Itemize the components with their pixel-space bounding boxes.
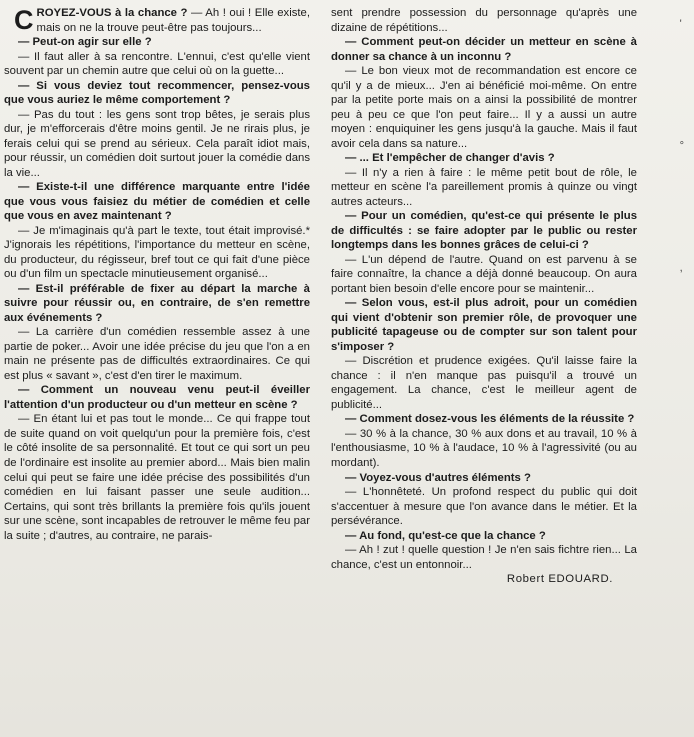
interview-answer: — Pas du tout : les gens sont trop bêtes, je serais plus dur, je m'efforcerais d'être moins gentil. Je ne rirais plus, je ferais celui qui se prend au sérieux. Cela paraît idiot mais, pour réussir, un comédien doit surtout jouer la comédie dans la vie... [4, 108, 310, 179]
interview-question: — Selon vous, est-il plus adroit, pour un comédien qui vient d'obtenir son premier rôle, de provoquer une publicité tapageuse ou de compter sur son talent pour s'imposer ? [331, 297, 637, 353]
interview-answer: — Ah ! zut ! quelle question ! Je n'en sais fichtre rien... La chance, c'est un entonnoir... [331, 544, 637, 571]
interview-question: — ... Et l'empêcher de changer d'avis ? [345, 152, 555, 165]
author-signature: Robert EDOUARD. [506, 573, 613, 586]
left-column [4, 6, 310, 543]
interview-answer: — En étant lui et pas tout le monde... Ce qui frappe tout de suite quand on voit quelqu'un pour la première fois, c'est le côté insolite de sa personnalité. Et tout ce qui sort un peu de l'ordinaire est insolite au premier abord... Mais bien malin celui qui peut se faire une idée précise des possibilités d'un comédien en lui faisant passer une seule audition... Certains, qui sont très brillants la première fois qu'ils jouent sur une scène, sont incapables de retrouver le même feu par la suite ; d'autres, au contraire, ne parais- [4, 413, 310, 542]
interview-question: — Au fond, qu'est-ce que la chance ? [345, 529, 546, 542]
interview-answer: — Ah ! oui ! Elle existe, mais on ne la trouve peut-être pas toujours... [36, 7, 310, 34]
interview-answer: — Il faut aller à sa rencontre. L'ennui, c'est qu'elle vient souvent par un chemin autre que celui où on la guette... [4, 50, 310, 78]
interview-answer: — L'un dépend de l'autre. Quand on est parvenu à se faire connaître, la chance a déjà donné beaucoup. On aura portant bien besoin d'elle encore pour se maintenir... [331, 253, 637, 295]
interview-answer: sent prendre possession du personnage qu'après une dizaine de répétitions... [331, 7, 637, 34]
interview-question: — Si vous deviez tout recommencer, pensez-vous que vous auriez le même comportement ? [4, 79, 310, 107]
right-column [331, 6, 637, 587]
margin-mark: , [679, 262, 683, 274]
interview-answer: — La carrière d'un comédien ressemble assez à une partie de poker... Avoir une idée précise du jeu que l'on a en main ne présente pas de difficultés extraordinaires. Ce qui est plus « savant », c'est d'en tirer le maximum. [4, 326, 310, 382]
interview-question: — Est-il préférable de fixer au départ la marche à suivre pour réussir ou, en contraire, de s'en remettre aux événements ? [4, 282, 310, 324]
interview-question: ROYEZ-VOUS à la chance ? [36, 7, 188, 19]
interview-answer: — 30 % à la chance, 30 % aux dons et au travail, 10 % à l'enthousiasme, 10 % à l'audace, 10 % à l'agressivité (ou au mordant). [331, 427, 637, 469]
margin-mark: ° [679, 140, 684, 152]
interview-answer: — L'honnêteté. Un profond respect du public qui doit s'accentuer à mesure que l'on avance dans le métier. Et la persévérance. [331, 486, 637, 528]
interview-answer: — Le bon vieux mot de recommandation est encore ce qu'il y a de mieux... J'en ai bénéficié moi-même. On entre par la petite porte mais on a ainsi la possibilité de montrer peu à peu ce que l'on peut faire... Il y a aussi un autre moyen : enquiquiner les gens jusqu'à la gauche. Mais il faut avoir cela dans sa nature... [331, 65, 637, 150]
interview-question: — Peut-on agir sur elle ? [18, 36, 152, 49]
interview-question: — Pour un comédien, qu'est-ce qui présente le plus de difficultés : se faire adopter par le public ou rester longtemps dans les bonnes grâces de celui-ci ? [331, 210, 637, 252]
interview-question: — Existe-t-il une différence marquante entre l'idée que vous vous faisiez du métier de comédien et celle que vous en avez maintenant ? [4, 181, 310, 223]
margin-mark: ' [679, 18, 682, 30]
interview-question: — Comment un nouveau venu peut-il éveiller l'attention d'un producteur ou d'un metteur en scène ? [4, 384, 310, 411]
interview-question: — Voyez-vous d'autres éléments ? [345, 471, 531, 484]
opening-paragraph [4, 6, 310, 35]
interview-answer: — Discrétion et prudence exigées. Qu'il laisse faire la chance : il n'en manque pas puisqu'il a trouvé un engagement. La chance, c'est le meilleur agent de publicité... [331, 355, 637, 411]
interview-question: — Comment dosez-vous les éléments de la réussite ? [345, 413, 635, 426]
interview-answer: — Il n'y a rien à faire : le même petit bout de rôle, le metteur en scène l'a pareillement promis à quinze ou vingt autres acteurs... [331, 166, 637, 208]
interview-question: — Comment peut-on décider un metteur en scène à donner sa chance à un inconnu ? [331, 36, 637, 63]
interview-answer: — Je m'imaginais qu'à part le texte, tout était improvisé.* J'ignorais les répétitions, l'importance du metteur en scène, du producteur, du régisseur, bref tout ce qui fait d'une pièce ou d'un film un spectacle minutieusement organisé... [4, 224, 310, 281]
margin-marks [680, 18, 684, 384]
drop-cap: C [14, 5, 34, 35]
